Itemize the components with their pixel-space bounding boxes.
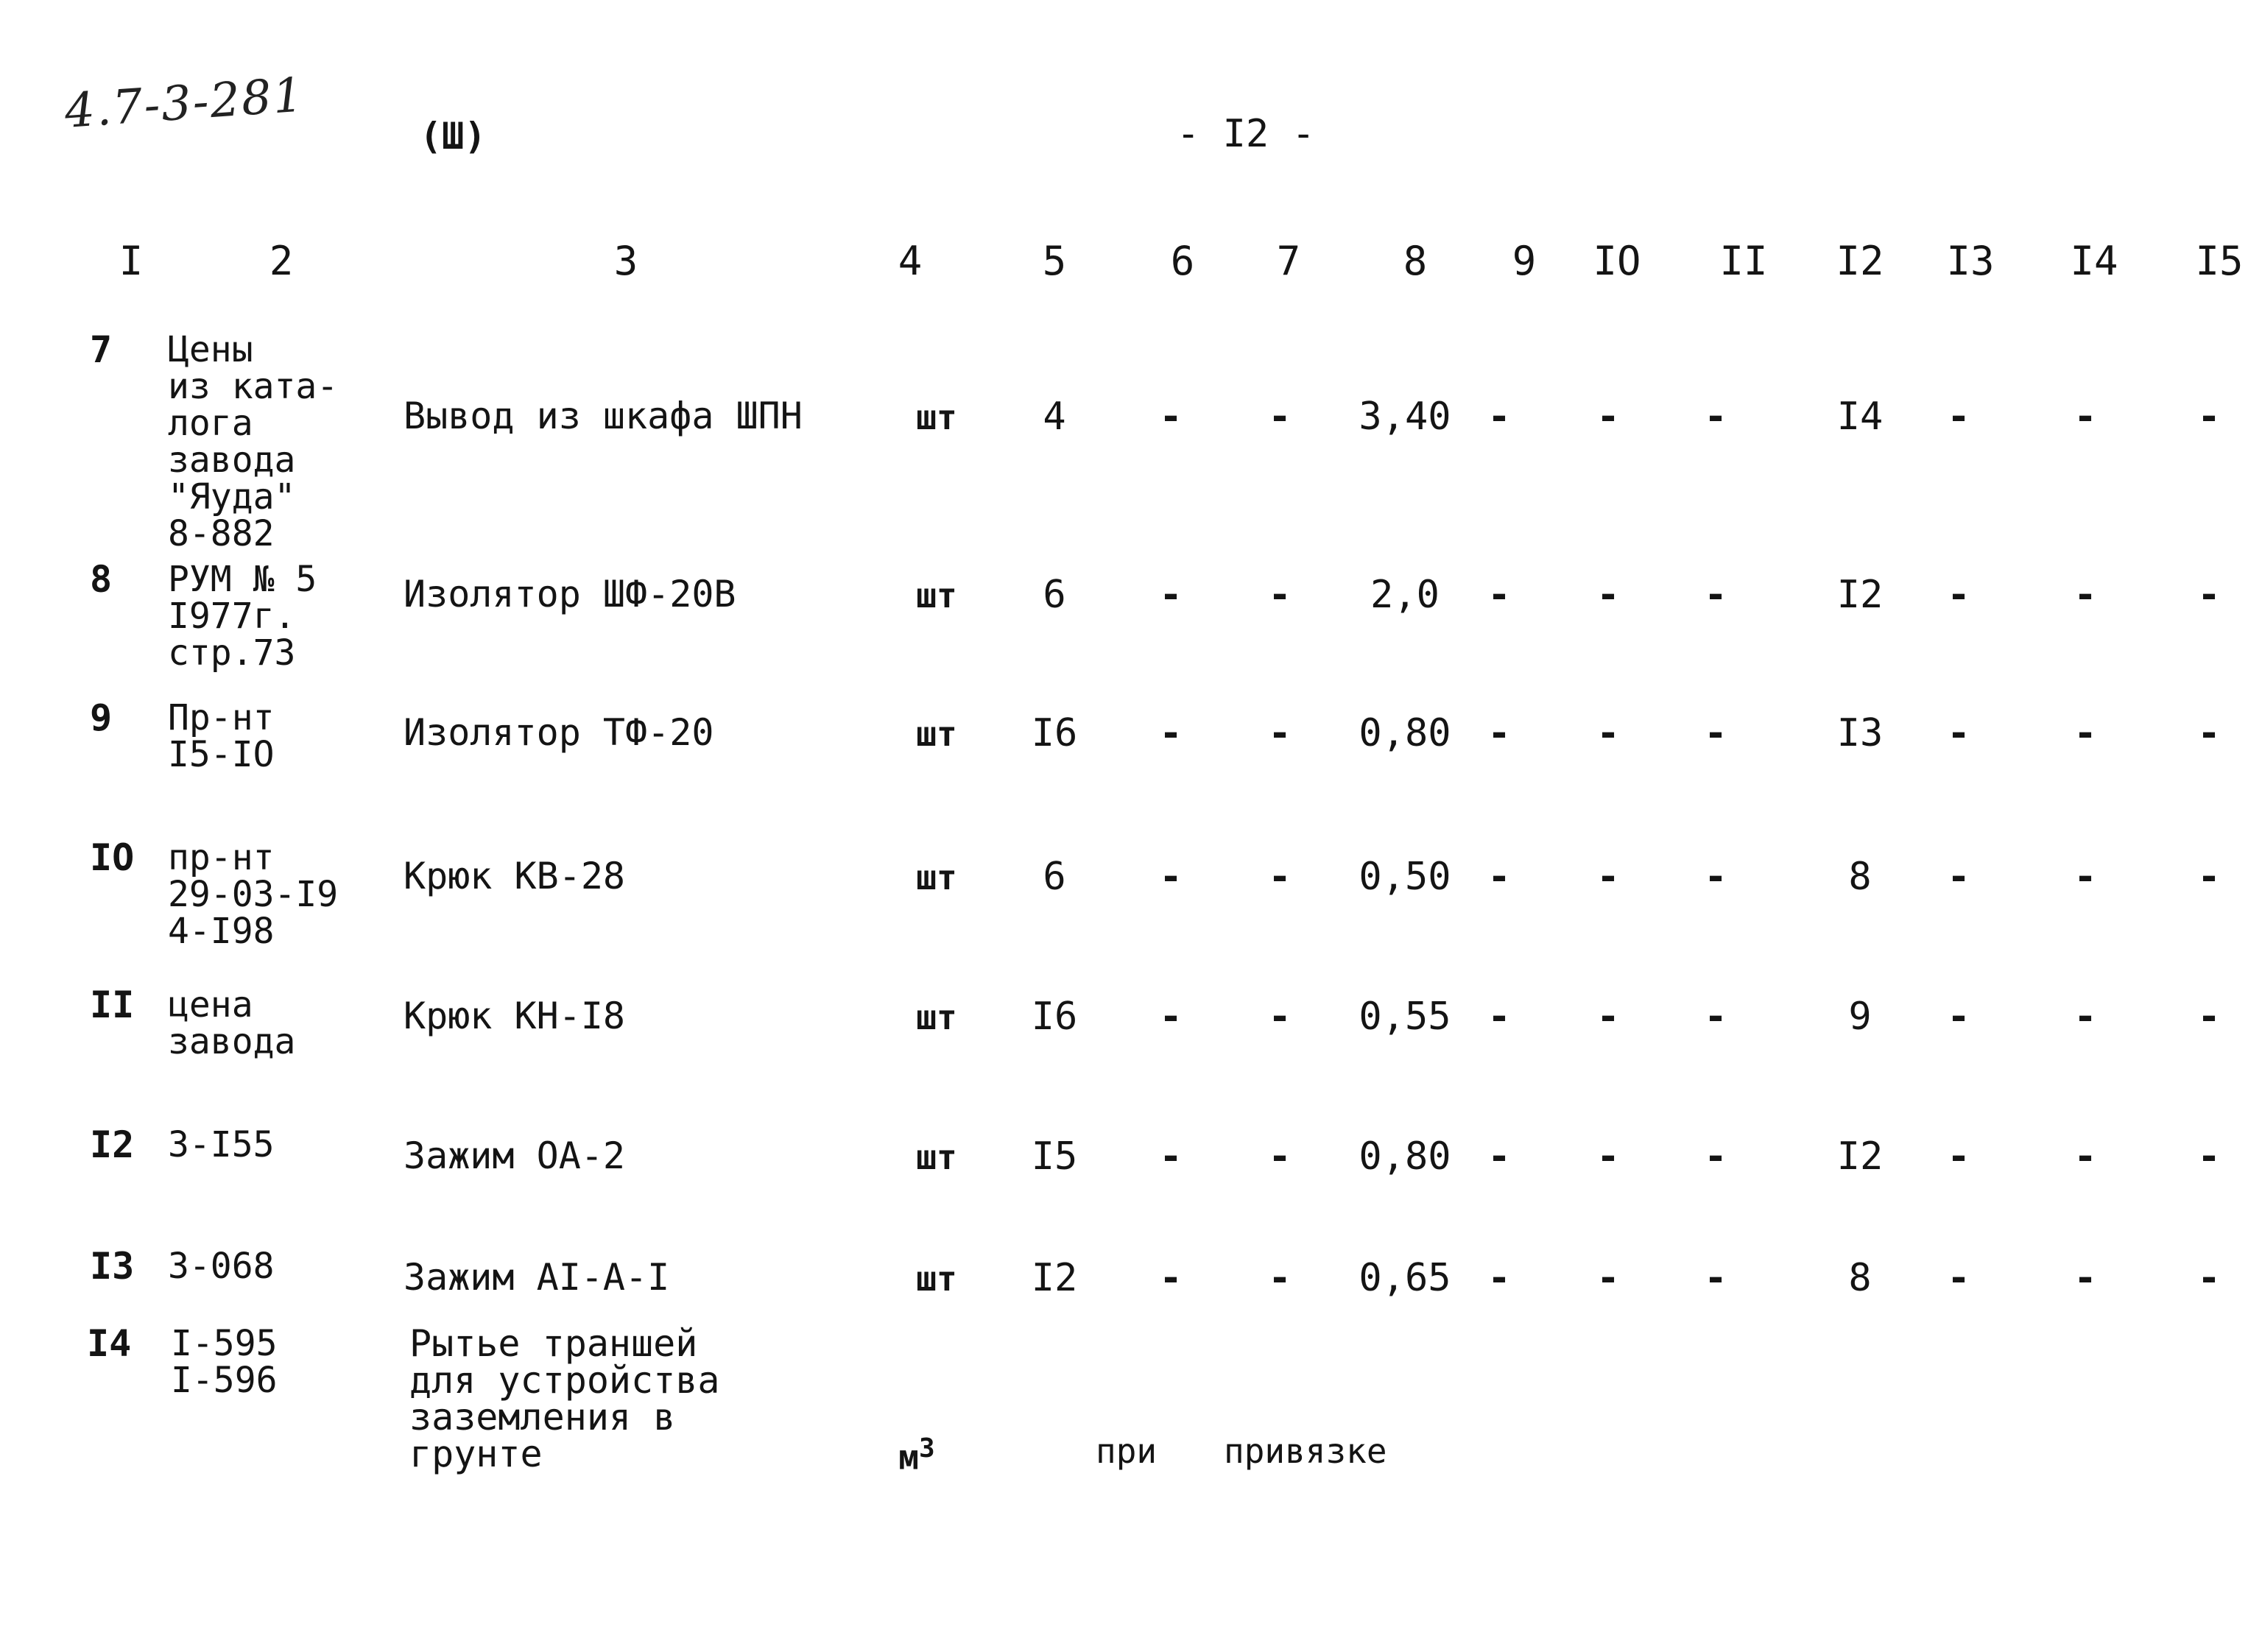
column-number: I	[119, 238, 144, 284]
row-cell-c13: -	[1947, 1134, 1970, 1179]
row-cell-c13: -	[1947, 995, 1970, 1039]
row-cell-c11: -	[1704, 395, 1727, 439]
column-number: 2	[269, 238, 294, 284]
row-cell-c11: -	[1704, 855, 1727, 899]
row-cell-c15: -	[2197, 1256, 2221, 1300]
row-unit: шт	[916, 1137, 957, 1177]
row-cell-c7: -	[1268, 711, 1292, 755]
row-note-at: при	[1096, 1431, 1158, 1471]
row-cell-c15: -	[2197, 711, 2221, 755]
row-number: II	[90, 984, 135, 1026]
row-source: пр-нт 29-03-I9 4-I98	[168, 837, 339, 952]
row-cell-c10: -	[1596, 573, 1620, 617]
row-cell-c10: -	[1596, 855, 1620, 899]
row-cell-c6: -	[1159, 711, 1183, 755]
row-source: 3-I55	[168, 1124, 275, 1165]
row-cell-c8: 0,50	[1359, 855, 1451, 899]
row-cell-c7: -	[1268, 573, 1292, 617]
row-quantity: 6	[1043, 855, 1066, 899]
row-name: Изолятор ШФ-20В	[404, 573, 736, 615]
row-name: Изолятор ТФ-20	[404, 711, 714, 754]
column-number: I4	[2070, 238, 2118, 284]
row-number: 8	[90, 558, 113, 601]
column-number: II	[1719, 238, 1768, 284]
row-quantity: I6	[1031, 995, 1078, 1039]
row-cell-c8: 3,40	[1359, 395, 1451, 439]
row-cell-c15: -	[2197, 395, 2221, 439]
row-cell-c7: -	[1268, 395, 1292, 439]
row-name: Крюк КВ-28	[404, 855, 626, 897]
row-unit: $м^3$	[898, 1433, 935, 1478]
row-cell-c14: -	[2074, 855, 2097, 899]
row-cell-c14: -	[2074, 1134, 2097, 1179]
column-number: 3	[613, 238, 638, 284]
row-cell-c8: 0,65	[1359, 1256, 1451, 1300]
row-cell-c12: I2	[1836, 1134, 1884, 1179]
row-cell-c6: -	[1159, 395, 1183, 439]
row-unit: шт	[916, 714, 957, 754]
row-unit: шт	[916, 858, 957, 897]
row-cell-c10: -	[1596, 395, 1620, 439]
row-cell-c9: -	[1487, 855, 1511, 899]
row-source: Пр-нт I5-IO	[168, 697, 275, 775]
row-cell-c9: -	[1487, 995, 1511, 1039]
row-number: 7	[90, 328, 113, 371]
row-cell-c14: -	[2074, 711, 2097, 755]
row-cell-c13: -	[1947, 395, 1970, 439]
row-cell-c14: -	[2074, 395, 2097, 439]
row-quantity: I6	[1031, 711, 1078, 755]
row-cell-c8: 0,55	[1359, 995, 1451, 1039]
row-cell-c6: -	[1159, 1256, 1183, 1300]
row-name: Зажим ОА-2	[404, 1134, 626, 1177]
row-unit: шт	[916, 398, 957, 437]
row-cell-c14: -	[2074, 995, 2097, 1039]
row-source: I-595 I-596	[171, 1323, 278, 1401]
row-cell-c12: I2	[1836, 573, 1884, 617]
column-number: 6	[1170, 238, 1195, 284]
row-cell-c6: -	[1159, 573, 1183, 617]
row-cell-c13: -	[1947, 573, 1970, 617]
row-unit: шт	[916, 1259, 957, 1299]
row-cell-c12: 9	[1848, 995, 1872, 1039]
column-number: I2	[1836, 238, 1884, 284]
row-quantity: I2	[1031, 1256, 1078, 1300]
column-number: 9	[1512, 238, 1537, 284]
row-cell-c11: -	[1704, 1134, 1727, 1179]
row-cell-c15: -	[2197, 855, 2221, 899]
row-cell-c7: -	[1268, 1134, 1292, 1179]
row-cell-c9: -	[1487, 1256, 1511, 1300]
row-name: Зажим АI-А-I	[404, 1256, 670, 1299]
row-name: Рытье траншей для устройства заземления в грунте	[409, 1322, 720, 1475]
section-mark: (Ш)	[420, 115, 487, 158]
row-cell-c10: -	[1596, 711, 1620, 755]
row-source: РУМ № 5 I977г. стр.73	[168, 559, 317, 674]
handwritten-doc-code: 4.7-3-281	[63, 68, 306, 139]
row-cell-c14: -	[2074, 1256, 2097, 1300]
row-unit: шт	[916, 998, 957, 1037]
row-number: I3	[90, 1245, 135, 1288]
row-cell-c15: -	[2197, 573, 2221, 617]
column-number: 7	[1276, 238, 1301, 284]
row-source: 3-068	[168, 1246, 275, 1287]
column-number: IO	[1593, 238, 1641, 284]
row-cell-c11: -	[1704, 711, 1727, 755]
row-cell-c14: -	[2074, 573, 2097, 617]
row-cell-c7: -	[1268, 1256, 1292, 1300]
row-cell-c8: 2,0	[1370, 573, 1440, 617]
row-cell-c15: -	[2197, 1134, 2221, 1179]
row-number: I4	[87, 1322, 132, 1365]
row-quantity: 4	[1043, 395, 1066, 439]
row-unit: шт	[916, 576, 957, 615]
row-name: Крюк КН-I8	[404, 995, 626, 1037]
row-cell-c10: -	[1596, 1256, 1620, 1300]
row-source: Цены из ката- лога завода "Яуда" 8-882	[168, 329, 339, 554]
row-cell-c10: -	[1596, 995, 1620, 1039]
row-name: Вывод из шкафа ШПН	[404, 395, 803, 437]
row-number: 9	[90, 696, 113, 739]
row-cell-c13: -	[1947, 855, 1970, 899]
row-cell-c12: I3	[1836, 711, 1884, 755]
row-number: I2	[90, 1123, 135, 1166]
row-cell-c9: -	[1487, 573, 1511, 617]
row-source: цена завода	[168, 984, 296, 1062]
row-cell-c11: -	[1704, 995, 1727, 1039]
column-number: 4	[898, 238, 923, 284]
column-number: 5	[1042, 238, 1067, 284]
row-number: IO	[90, 836, 135, 879]
row-cell-c6: -	[1159, 855, 1183, 899]
row-cell-c9: -	[1487, 395, 1511, 439]
row-cell-c7: -	[1268, 855, 1292, 899]
row-quantity: I5	[1031, 1134, 1078, 1179]
row-note-binding: привязке	[1224, 1431, 1387, 1471]
column-number: I3	[1946, 238, 1995, 284]
row-cell-c8: 0,80	[1359, 1134, 1451, 1179]
row-quantity: 6	[1043, 573, 1066, 617]
column-number: 8	[1403, 238, 1428, 284]
page-number: - I2 -	[1177, 112, 1315, 156]
row-cell-c8: 0,80	[1359, 711, 1451, 755]
row-cell-c11: -	[1704, 573, 1727, 617]
row-cell-c12: 8	[1848, 855, 1872, 899]
row-cell-c12: I4	[1836, 395, 1884, 439]
row-cell-c7: -	[1268, 995, 1292, 1039]
row-cell-c11: -	[1704, 1256, 1727, 1300]
row-cell-c15: -	[2197, 995, 2221, 1039]
row-cell-c6: -	[1159, 1134, 1183, 1179]
row-cell-c9: -	[1487, 1134, 1511, 1179]
column-number: I5	[2195, 238, 2244, 284]
row-cell-c10: -	[1596, 1134, 1620, 1179]
row-cell-c9: -	[1487, 711, 1511, 755]
row-cell-c12: 8	[1848, 1256, 1872, 1300]
row-cell-c13: -	[1947, 711, 1970, 755]
row-cell-c13: -	[1947, 1256, 1970, 1300]
row-cell-c6: -	[1159, 995, 1183, 1039]
unit-superscript: 3	[919, 1433, 935, 1464]
